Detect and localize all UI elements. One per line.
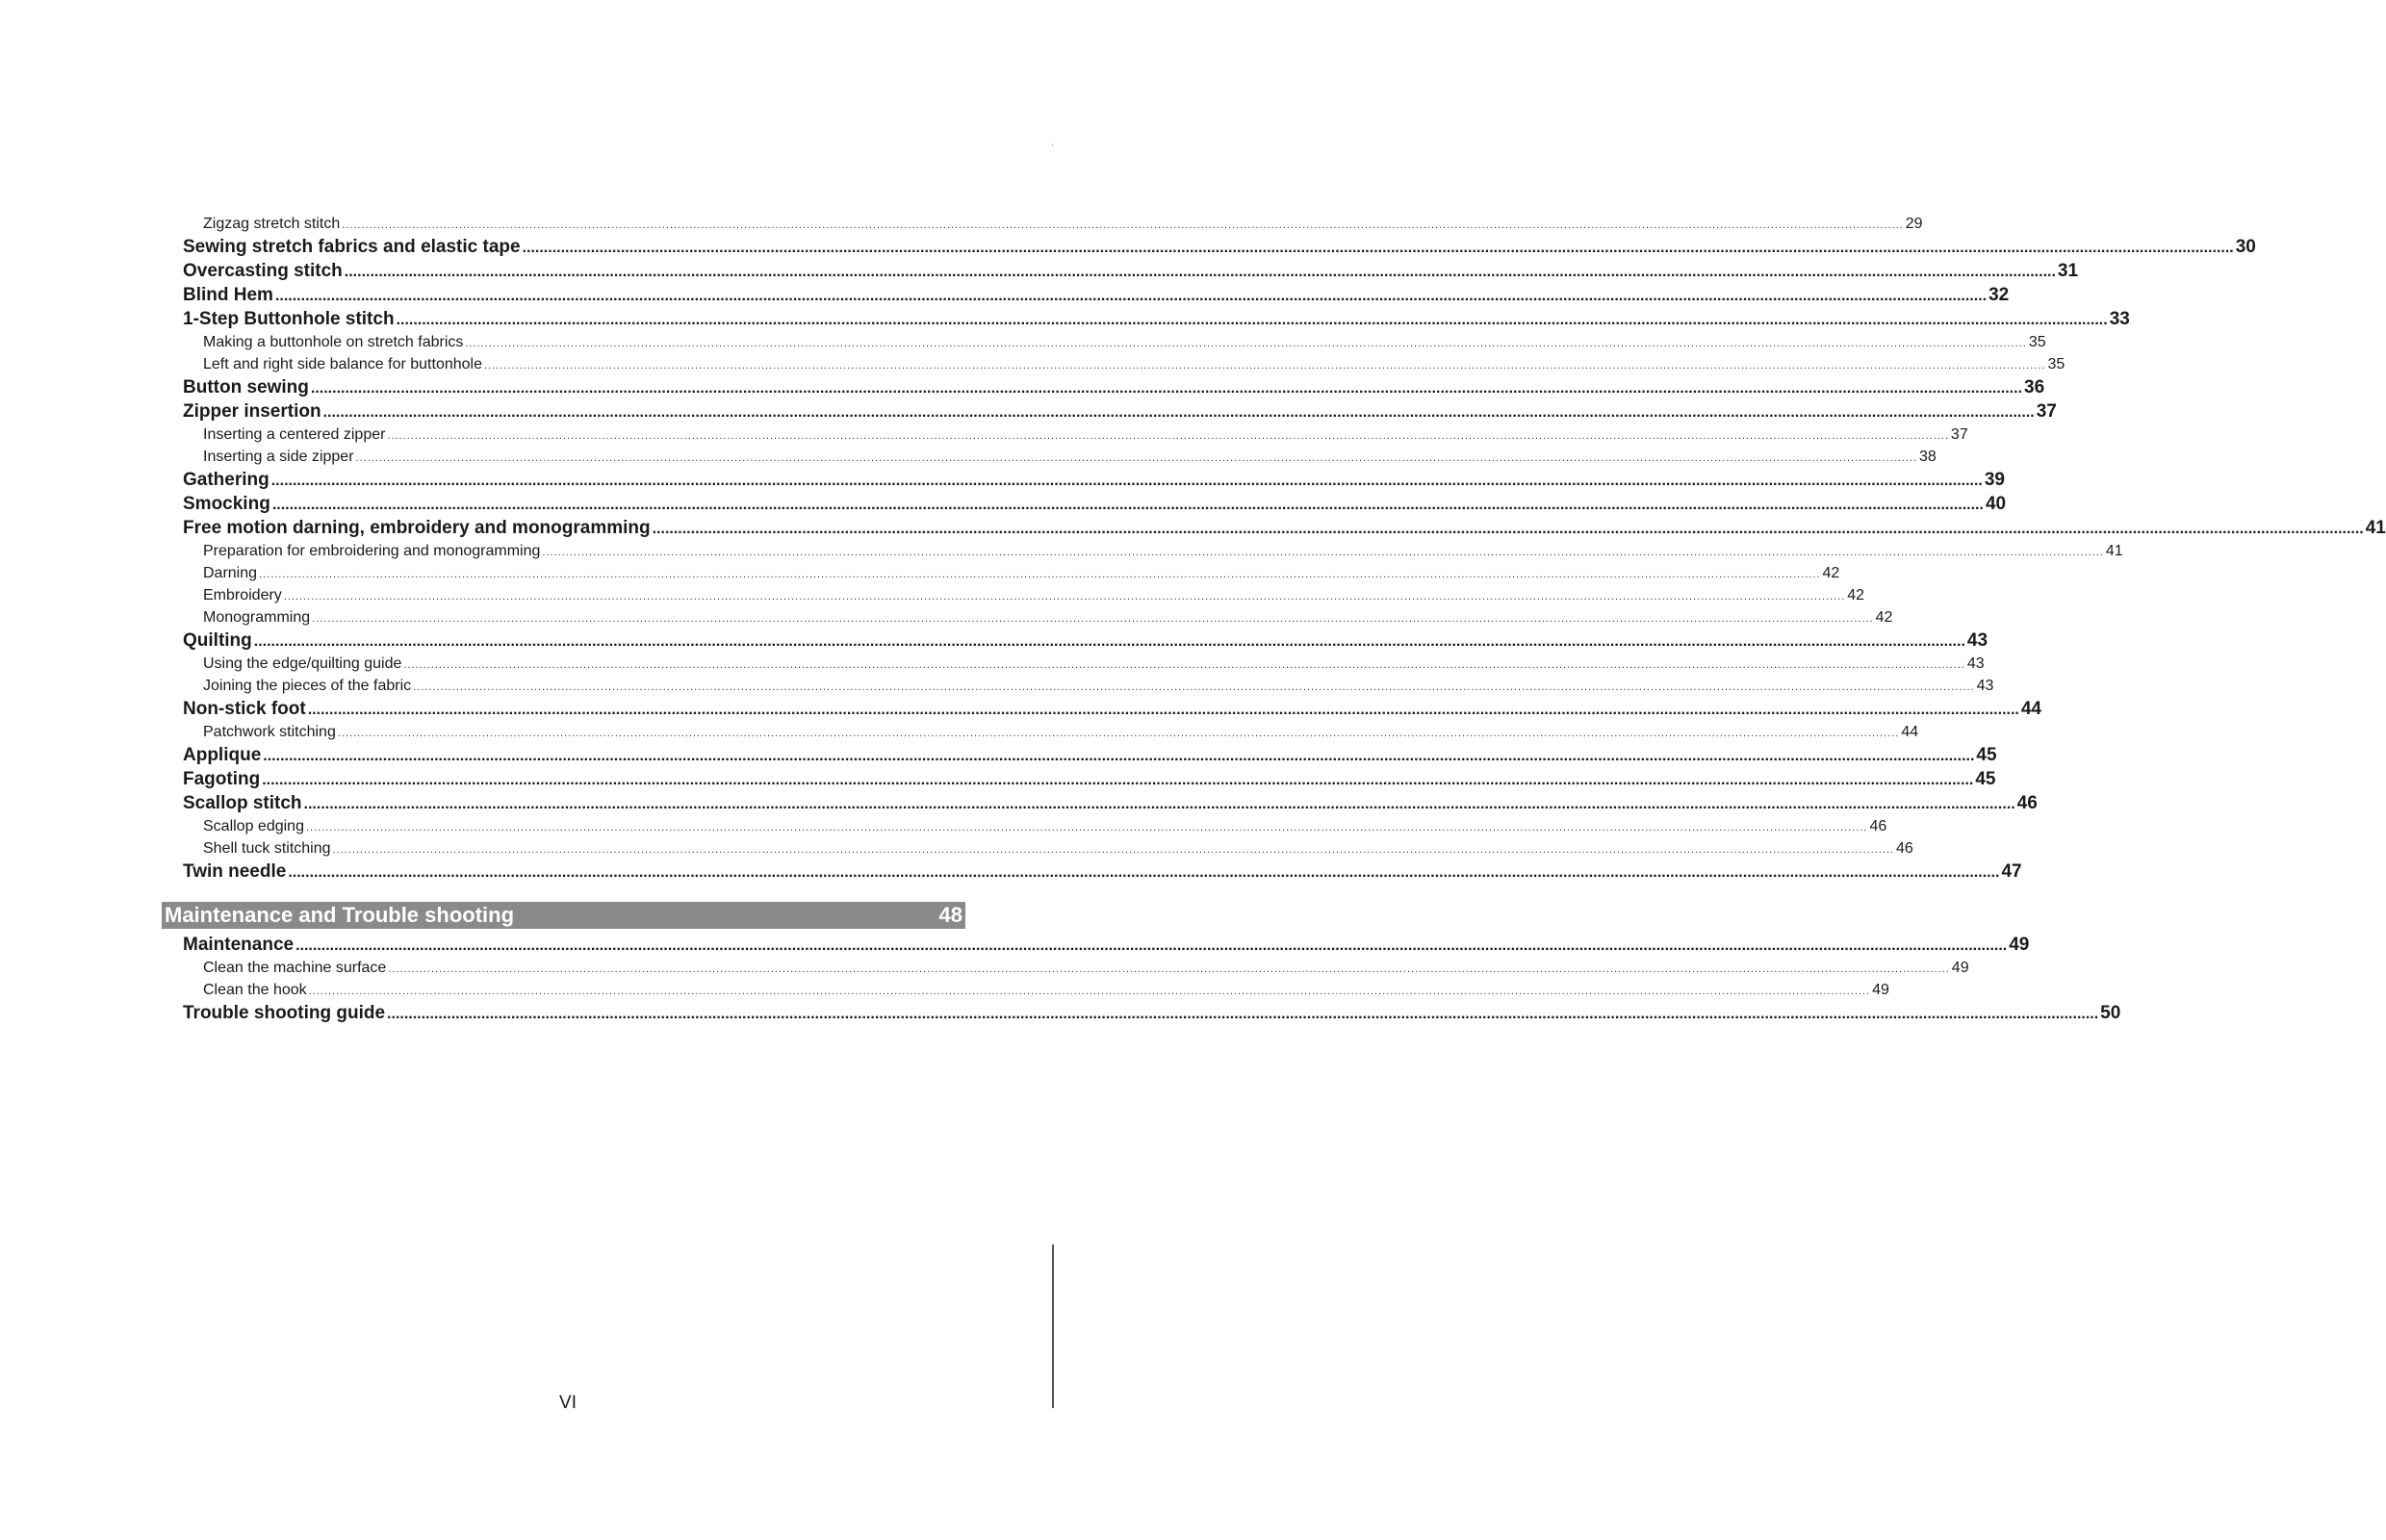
toc-entry[interactable] bbox=[183, 791, 2038, 815]
toc-entry-page: 40 bbox=[1985, 494, 2007, 514]
toc-subentry[interactable] bbox=[183, 653, 1985, 675]
toc-entry-label: Making a buttonhole on stretch fabrics bbox=[203, 334, 464, 350]
margin-rule bbox=[1052, 1245, 1054, 1408]
toc-entry-page: 41 bbox=[2105, 543, 2123, 559]
toc-leader-dots: ................................................................................................................................................................................................................................................................................................................................................................................................................ bbox=[288, 864, 2000, 881]
toc-leader-dots: ................................................................................................................................................................................................................................................................................................................................................................................................................ bbox=[263, 748, 1975, 764]
toc-entry-page: 29 bbox=[1905, 216, 1923, 232]
toc-entry-page: 35 bbox=[2028, 334, 2046, 350]
section-header-bar[interactable] bbox=[162, 902, 965, 929]
toc-entry-page: 43 bbox=[1966, 630, 1988, 651]
toc-entry[interactable] bbox=[183, 743, 1997, 767]
toc-subentry[interactable] bbox=[183, 815, 1887, 837]
toc-entry[interactable] bbox=[183, 933, 2030, 957]
toc-entry-label: Fagoting bbox=[183, 769, 261, 789]
toc-entry-label: Scallop edging bbox=[203, 818, 304, 834]
toc-entry-label: Joining the pieces of the fabric bbox=[203, 678, 412, 694]
toc-entry-label: Sewing stretch fabrics and elastic tape bbox=[183, 237, 521, 257]
toc-subentry[interactable] bbox=[183, 331, 2046, 353]
toc-entry[interactable] bbox=[183, 516, 2386, 540]
toc-entry-label: Scallop stitch bbox=[183, 793, 302, 813]
toc-entry-label: Monogramming bbox=[203, 609, 311, 626]
toc-entry-page: 50 bbox=[2100, 1003, 2121, 1023]
toc-entry[interactable] bbox=[183, 259, 2079, 283]
toc-leader-dots: ................................................................................................................................................................................................................................................................................................................................................................................................................ bbox=[388, 963, 1950, 975]
toc-subentry[interactable] bbox=[183, 213, 1923, 235]
toc-leader-dots: ................................................................................................................................................................................................................................................................................................................................................................................................................ bbox=[271, 497, 1984, 513]
toc-leader-dots: ................................................................................................................................................................................................................................................................................................................................................................................................................ bbox=[355, 452, 1917, 464]
toc-subentry[interactable] bbox=[183, 424, 1968, 446]
toc-entry-page: 37 bbox=[1950, 426, 1968, 443]
toc-entry-page: 45 bbox=[1975, 769, 1996, 789]
toc-entry-label: Preparation for embroidering and monogramming bbox=[203, 543, 541, 559]
toc-entry-page: 38 bbox=[1919, 449, 1937, 465]
toc-subentry[interactable] bbox=[183, 584, 1865, 606]
toc-leader-dots: ................................................................................................................................................................................................................................................................................................................................................................................................................ bbox=[307, 702, 2019, 718]
toc-entry-page: 35 bbox=[2047, 356, 2065, 372]
toc-entry-label: Maintenance bbox=[183, 935, 295, 955]
margin-mark bbox=[1052, 143, 1053, 146]
toc-subentry[interactable] bbox=[183, 353, 2065, 375]
toc-entry-page: 49 bbox=[1872, 982, 1889, 998]
toc-subentry[interactable] bbox=[183, 606, 1893, 629]
toc-entry[interactable] bbox=[183, 697, 2041, 721]
toc-entry-page: 49 bbox=[2009, 935, 2030, 955]
toc-entry-page: 43 bbox=[1976, 678, 1994, 694]
section-title: Maintenance and Trouble shooting bbox=[165, 903, 515, 927]
toc-entry-label: Blind Hem bbox=[183, 285, 273, 305]
toc-entry[interactable] bbox=[183, 1001, 2121, 1025]
toc-entry[interactable] bbox=[183, 629, 1988, 653]
toc-leader-dots: ................................................................................................................................................................................................................................................................................................................................................................................................................ bbox=[322, 404, 2035, 421]
toc-entries-before bbox=[183, 213, 2386, 884]
toc-leader-dots: ................................................................................................................................................................................................................................................................................................................................................................................................................ bbox=[303, 796, 2015, 812]
toc-subentry[interactable] bbox=[183, 837, 1913, 860]
toc-entry-label: Clean the hook bbox=[203, 982, 307, 998]
toc-entry-label: Using the edge/quilting guide bbox=[203, 655, 402, 672]
toc-leader-dots: ................................................................................................................................................................................................................................................................................................................................................................................................................ bbox=[295, 937, 2008, 954]
toc-leader-dots: ................................................................................................................................................................................................................................................................................................................................................................................................................ bbox=[283, 591, 1846, 603]
toc-leader-dots: ................................................................................................................................................................................................................................................................................................................................................................................................................ bbox=[259, 569, 1821, 580]
toc-entry-label: Embroidery bbox=[203, 587, 282, 603]
toc-entry-label: Patchwork stitching bbox=[203, 724, 336, 740]
toc-entry-page: 36 bbox=[2024, 377, 2045, 398]
toc-entry-page: 44 bbox=[1901, 724, 1919, 740]
toc-entry-page: 46 bbox=[2016, 793, 2038, 813]
toc-entry-label: Applique bbox=[183, 745, 262, 765]
toc-entry[interactable] bbox=[183, 860, 2022, 884]
toc-entry-label: Quilting bbox=[183, 630, 252, 651]
toc-entry-label: Overcasting stitch bbox=[183, 261, 343, 281]
toc-leader-dots: ................................................................................................................................................................................................................................................................................................................................................................................................................ bbox=[413, 681, 1975, 693]
toc-entry-page: 42 bbox=[1875, 609, 1893, 626]
toc-entry-label: Non-stick foot bbox=[183, 699, 306, 719]
table-of-contents bbox=[165, 213, 2386, 1025]
toc-entry-page: 33 bbox=[2109, 309, 2130, 329]
toc-subentry[interactable] bbox=[183, 957, 1969, 979]
toc-leader-dots: ................................................................................................................................................................................................................................................................................................................................................................................................................ bbox=[342, 219, 1904, 231]
toc-entry-page: 42 bbox=[1847, 587, 1865, 603]
toc-entry-label: Inserting a centered zipper bbox=[203, 426, 386, 443]
toc-entry-label: Free motion darning, embroidery and monogramming bbox=[183, 518, 651, 538]
toc-leader-dots: ................................................................................................................................................................................................................................................................................................................................................................................................................ bbox=[308, 986, 1871, 997]
toc-entry-page: 41 bbox=[2365, 518, 2386, 538]
toc-entries-after bbox=[183, 933, 2121, 1025]
page-number: VI bbox=[559, 1393, 577, 1413]
toc-entry-label: Trouble shooting guide bbox=[183, 1003, 386, 1023]
toc-entry-label: Zigzag stretch stitch bbox=[203, 216, 341, 232]
toc-leader-dots: ................................................................................................................................................................................................................................................................................................................................................................................................................ bbox=[652, 521, 2364, 537]
toc-leader-dots: ................................................................................................................................................................................................................................................................................................................................................................................................................ bbox=[312, 613, 1874, 625]
toc-entry-label: Shell tuck stitching bbox=[203, 840, 331, 857]
toc-leader-dots: ................................................................................................................................................................................................................................................................................................................................................................................................................ bbox=[262, 772, 1974, 788]
toc-leader-dots: ................................................................................................................................................................................................................................................................................................................................................................................................................ bbox=[403, 659, 1965, 671]
toc-leader-dots: ................................................................................................................................................................................................................................................................................................................................................................................................................ bbox=[253, 633, 1965, 650]
toc-entry-page: 39 bbox=[1984, 470, 2005, 490]
toc-entry[interactable] bbox=[183, 235, 2256, 259]
toc-leader-dots: ................................................................................................................................................................................................................................................................................................................................................................................................................ bbox=[542, 547, 2104, 558]
toc-entry-page: 47 bbox=[2001, 861, 2022, 882]
toc-leader-dots: ................................................................................................................................................................................................................................................................................................................................................................................................................ bbox=[396, 312, 2108, 328]
toc-leader-dots: ................................................................................................................................................................................................................................................................................................................................................................................................................ bbox=[305, 822, 1868, 834]
toc-entry-label: 1-Step Buttonhole stitch bbox=[183, 309, 395, 329]
toc-entry-label: Darning bbox=[203, 565, 258, 581]
toc-entry-page: 42 bbox=[1822, 565, 1840, 581]
toc-entry-page: 45 bbox=[1976, 745, 1997, 765]
toc-entry-page: 43 bbox=[1966, 655, 1985, 672]
toc-entry-page: 30 bbox=[2235, 237, 2256, 257]
toc-entry[interactable] bbox=[183, 468, 2005, 492]
toc-entry-label: Twin needle bbox=[183, 861, 287, 882]
toc-entry-page: 46 bbox=[1869, 818, 1887, 834]
toc-subentry[interactable] bbox=[183, 540, 2123, 562]
toc-entry-page: 49 bbox=[1951, 960, 1969, 976]
toc-leader-dots: ................................................................................................................................................................................................................................................................................................................................................................................................................ bbox=[483, 360, 2046, 372]
toc-leader-dots: ................................................................................................................................................................................................................................................................................................................................................................................................................ bbox=[337, 728, 1900, 739]
toc-entry[interactable] bbox=[183, 492, 2007, 516]
toc-subentry[interactable] bbox=[183, 675, 1994, 697]
toc-subentry[interactable] bbox=[183, 446, 1937, 468]
toc-subentry[interactable] bbox=[183, 562, 1840, 584]
toc-entry[interactable] bbox=[183, 375, 2045, 399]
toc-entry[interactable] bbox=[183, 307, 2130, 331]
toc-leader-dots: ................................................................................................................................................................................................................................................................................................................................................................................................................ bbox=[270, 473, 1983, 489]
toc-entry-page: 31 bbox=[2057, 261, 2079, 281]
toc-entry[interactable] bbox=[183, 767, 1996, 791]
toc-leader-dots: ................................................................................................................................................................................................................................................................................................................................................................................................................ bbox=[332, 844, 1894, 856]
toc-entry-page: 32 bbox=[1988, 285, 2010, 305]
toc-subentry[interactable] bbox=[183, 979, 1889, 1001]
toc-leader-dots: ................................................................................................................................................................................................................................................................................................................................................................................................................ bbox=[274, 288, 1988, 304]
toc-entry-label: Inserting a side zipper bbox=[203, 449, 354, 465]
toc-leader-dots: ................................................................................................................................................................................................................................................................................................................................................................................................................ bbox=[387, 430, 1949, 442]
toc-entry-label: Button sewing bbox=[183, 377, 309, 398]
toc-leader-dots: ................................................................................................................................................................................................................................................................................................................................................................................................................ bbox=[465, 338, 2027, 349]
toc-entry-label: Gathering bbox=[183, 470, 269, 490]
toc-subentry[interactable] bbox=[183, 721, 1919, 743]
toc-entry-label: Left and right side balance for buttonhole bbox=[203, 356, 482, 372]
toc-entry[interactable] bbox=[183, 399, 2057, 424]
toc-entry-label: Zipper insertion bbox=[183, 401, 321, 422]
toc-entry[interactable] bbox=[183, 283, 2010, 307]
toc-entry-page: 46 bbox=[1895, 840, 1913, 857]
toc-leader-dots: ................................................................................................................................................................................................................................................................................................................................................................................................................ bbox=[522, 240, 2234, 256]
toc-entry-label: Clean the machine surface bbox=[203, 960, 387, 976]
toc-leader-dots: ................................................................................................................................................................................................................................................................................................................................................................................................................ bbox=[344, 264, 2056, 280]
toc-entry-page: 37 bbox=[2036, 401, 2057, 422]
section-page: 48 bbox=[938, 903, 962, 927]
toc-entry-label: Smocking bbox=[183, 494, 270, 514]
toc-leader-dots: ................................................................................................................................................................................................................................................................................................................................................................................................................ bbox=[310, 380, 2023, 397]
toc-entry-page: 44 bbox=[2020, 699, 2041, 719]
toc-leader-dots: ................................................................................................................................................................................................................................................................................................................................................................................................................ bbox=[387, 1006, 2099, 1022]
